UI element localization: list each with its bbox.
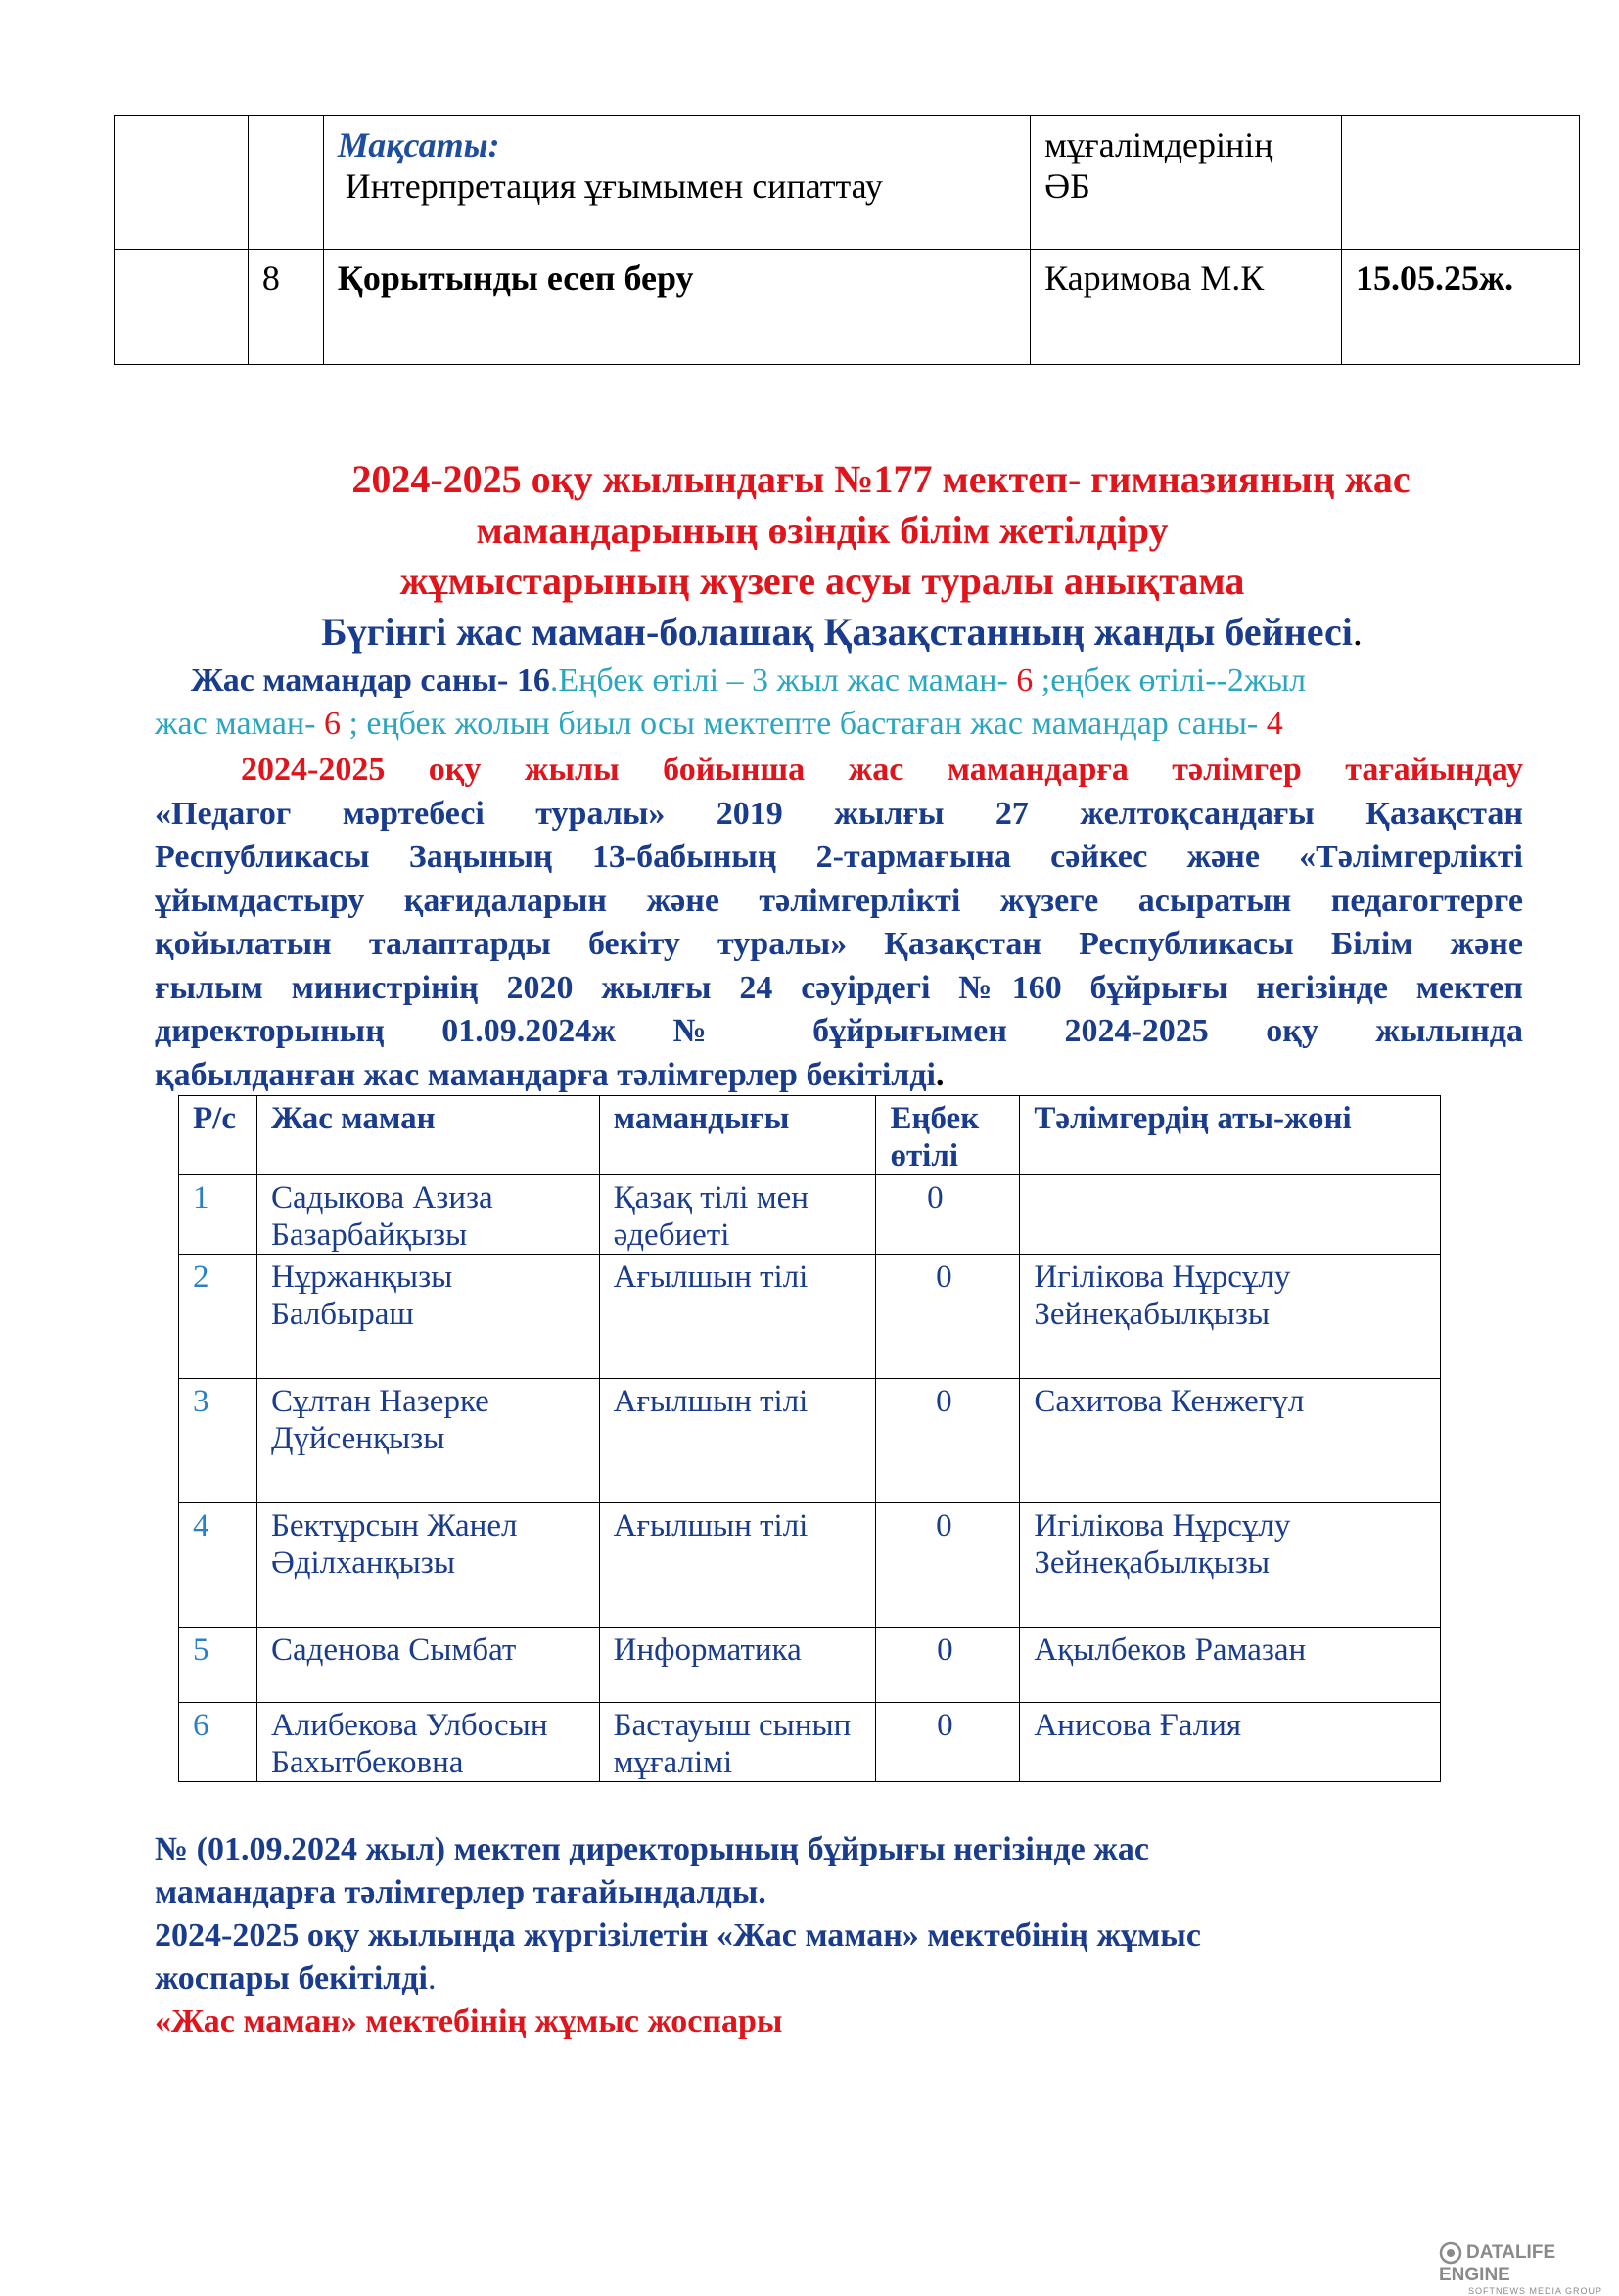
- spec-line1: Ағылшын тілі: [613, 1508, 809, 1543]
- table-header-row: [179, 1096, 1441, 1175]
- specialty: [599, 1175, 876, 1255]
- mentor-name: [1020, 1175, 1441, 1255]
- stats-val-c: 6: [323, 706, 341, 742]
- responsible-cell: Каримова М.К: [1031, 250, 1342, 365]
- plan-row-8: [115, 250, 1580, 365]
- spec-line2: әдебиеті: [613, 1217, 730, 1253]
- name-line1: Саденова Сымбат: [270, 1632, 517, 1668]
- order-line7: директорының 01.09.2024ж № бұйрығымен 2024-2025 оқу жылында: [155, 1013, 1523, 1049]
- specialist-name: [256, 1175, 599, 1255]
- specialty: [599, 1255, 876, 1379]
- responsible-line1: мұғалімдерінің: [1044, 125, 1273, 164]
- stats-text-c: жас маман-: [155, 706, 324, 742]
- header-experience: [876, 1096, 1020, 1175]
- row-index: 3: [179, 1379, 257, 1503]
- table-row: [179, 1628, 1441, 1703]
- stats-val-a: 6: [1016, 663, 1034, 699]
- order-line2: «Педагог мәртебесі туралы» 2019 жылғы 27 желтоқсандағы Қазақстан: [155, 795, 1523, 832]
- table-row: [179, 1255, 1441, 1379]
- experience: 0: [876, 1628, 1020, 1703]
- stats-text-b: ;еңбек өтілі--2жыл: [1033, 663, 1307, 699]
- header-experience-line1: Еңбек: [890, 1101, 980, 1136]
- responsible-line2: ӘБ: [1044, 166, 1090, 206]
- watermark-sub: SOFTNEWS MEDIA GROUP: [1468, 2286, 1603, 2296]
- subtitle-end: .: [1352, 610, 1363, 654]
- spec-line1: Информатика: [613, 1632, 802, 1668]
- order-paragraph: [155, 749, 1523, 1097]
- watermark: [1439, 2241, 1619, 2296]
- cell-empty: [115, 250, 249, 365]
- order-line8: [155, 1054, 1523, 1098]
- spec-line2: мұғалімі: [613, 1745, 733, 1780]
- mentor-name: [1020, 1628, 1441, 1703]
- goal-cell: [323, 116, 1030, 250]
- specialty: [599, 1628, 876, 1703]
- header-mentor: Тәлімгердің аты-жөні: [1020, 1096, 1441, 1175]
- experience: 0: [876, 1379, 1020, 1503]
- mentor-table: [178, 1095, 1441, 1782]
- stats-label: Жас мамандар саны-: [191, 663, 517, 699]
- order-line8-end: .: [936, 1056, 945, 1093]
- name-line2: Базарбайқызы: [270, 1217, 468, 1253]
- name-line1: Нұржанқызы: [270, 1260, 453, 1295]
- date-cell: 15.05.25ж.: [1342, 250, 1580, 365]
- responsible-cell: [1031, 116, 1342, 250]
- closing-line2: мамандарға тәлімгерлер тағайындалды.: [155, 1874, 766, 1910]
- closing-line4: [155, 1957, 1545, 2000]
- order-line4: ұйымдастыру қағидаларын және тәлімгерлікті жүзеге асыратын педагогтерге: [155, 882, 1523, 919]
- order-line1: 2024-2025 оқу жылы бойынша жас мамандарға тәлімгер тағайындау: [241, 752, 1523, 788]
- mentor-line1: Ақылбеков Рамазан: [1034, 1632, 1307, 1668]
- specialist-name: [256, 1255, 599, 1379]
- cell-empty: [248, 116, 323, 250]
- closing-line1: № (01.09.2024 жыл) мектеп директорының бұйрығы негізінде жас: [155, 1831, 1149, 1867]
- subtitle-text: Бүгінгі жас маман-болашақ Қазақстанның жанды бейнесі: [321, 610, 1353, 654]
- mentor-line1: Игілікова Нұрсұлу: [1034, 1260, 1291, 1295]
- spec-line1: Қазақ тілі мен: [613, 1180, 809, 1216]
- activity-cell: Қорытынды есеп беру: [323, 250, 1030, 365]
- experience: 0: [876, 1175, 1020, 1255]
- mentor-name: [1020, 1255, 1441, 1379]
- cell-empty: [1342, 116, 1580, 250]
- plan-row-goal: [115, 116, 1580, 250]
- order-line5: қойылатын талаптарды бекіту туралы» Қазақстан Республикасы Білім және: [155, 926, 1523, 962]
- experience: 0: [876, 1703, 1020, 1782]
- table-row: [179, 1503, 1441, 1628]
- specialty: [599, 1503, 876, 1628]
- table-row: [179, 1175, 1441, 1255]
- specialist-name: [256, 1628, 599, 1703]
- table-row: [179, 1703, 1441, 1782]
- watermark-brand: DATALIFE ENGINE: [1439, 2242, 1556, 2285]
- name-line1: Садыкова Азиза: [270, 1180, 493, 1216]
- mentor-line1: Сахитова Кенжегүл: [1034, 1384, 1305, 1419]
- stats-text-d: ; еңбек жолын биыл осы мектепте бастаған жас мамандар саны-: [340, 706, 1267, 742]
- name-line2: Бахытбековна: [270, 1745, 464, 1780]
- specialty: [599, 1703, 876, 1782]
- mentor-line2: Зейнеқабылқызы: [1034, 1545, 1271, 1581]
- order-line3: Республикасы Заңының 13-бабының 2-тармағына сәйкес және «Тәлімгерлікті: [155, 839, 1523, 875]
- specialty: [599, 1379, 876, 1503]
- mentor-line2: Зейнеқабылқызы: [1034, 1297, 1271, 1332]
- mentor-name: [1020, 1503, 1441, 1628]
- mentor-name: [1020, 1703, 1441, 1782]
- closing-line5: «Жас маман» мектебінің жұмыс жоспары: [155, 2003, 783, 2040]
- title-line2: мамандарының өзіндік білім жетілдіру: [476, 508, 1169, 552]
- mentor-line1: Анисова Ғалия: [1034, 1708, 1242, 1743]
- experience: 0: [876, 1503, 1020, 1628]
- stats-text-a: .Еңбек өтілі – 3 жыл жас маман-: [549, 663, 1017, 699]
- subtitle: [157, 609, 1527, 655]
- header-index: Р/с: [179, 1096, 257, 1175]
- table-row: [179, 1379, 1441, 1503]
- name-line1: Сұлтан Назерке: [270, 1384, 489, 1419]
- plan-table-fragment: [114, 115, 1580, 365]
- row-number: 8: [248, 250, 323, 365]
- closing-line4-text: жоспары бекітілді: [155, 1960, 428, 1997]
- spec-line1: Бастауыш сынып: [613, 1708, 852, 1743]
- row-index: 4: [179, 1503, 257, 1628]
- name-line2: Балбыраш: [270, 1297, 414, 1332]
- mentor-line1: Игілікова Нұрсұлу: [1034, 1508, 1291, 1543]
- header-young-specialist: Жас маман: [256, 1096, 599, 1175]
- order-line8-text: қабылданған жас мамандарға тәлімгерлер бекітілді: [155, 1056, 937, 1093]
- stats-count: 16: [516, 663, 550, 699]
- stats-line2: [155, 703, 1525, 746]
- closing-line3: 2024-2025 оқу жылында жүргізілетін «Жас маман» мектебінің жұмыс: [155, 1917, 1201, 1953]
- name-line2: Дүйсенқызы: [270, 1421, 445, 1456]
- goal-label: Мақсаты:: [337, 125, 500, 164]
- watermark-logo-icon: [1439, 2241, 1462, 2265]
- name-line1: Бектұрсын Жанел: [270, 1508, 518, 1543]
- name-line1: Алибекова Улбосын: [270, 1708, 548, 1743]
- goal-text: Интерпретация ұғымымен сипаттау: [345, 166, 883, 206]
- specialist-name: [256, 1703, 599, 1782]
- stats-line1: [155, 660, 1525, 703]
- row-index: 6: [179, 1703, 257, 1782]
- title-line1: 2024-2025 оқу жылындағы №177 мектеп- гимназияның жас: [351, 457, 1411, 501]
- row-index: 1: [179, 1175, 257, 1255]
- header-experience-line2: өтілі: [890, 1138, 959, 1173]
- closing-line4-end: .: [428, 1960, 437, 1997]
- stats-val-d: 4: [1266, 706, 1283, 742]
- name-line2: Әділханқызы: [270, 1545, 455, 1581]
- row-index: 5: [179, 1628, 257, 1703]
- spec-line1: Ағылшын тілі: [613, 1260, 809, 1295]
- closing-block: [155, 1828, 1545, 2043]
- title-line3: жұмыстарының жүзеге асуы туралы анықтама: [399, 559, 1245, 603]
- order-line6: ғылым министрінің 2020 жылғы 24 сәуірдегі №160 бұйрығы негізінде мектеп: [155, 969, 1523, 1006]
- mentor-name: [1020, 1379, 1441, 1503]
- spec-line1: Ағылшын тілі: [613, 1384, 809, 1419]
- header-specialty: мамандығы: [599, 1096, 876, 1175]
- row-index: 2: [179, 1255, 257, 1379]
- specialist-name: [256, 1379, 599, 1503]
- experience: 0: [876, 1255, 1020, 1379]
- specialist-name: [256, 1503, 599, 1628]
- cell-empty: [115, 116, 249, 250]
